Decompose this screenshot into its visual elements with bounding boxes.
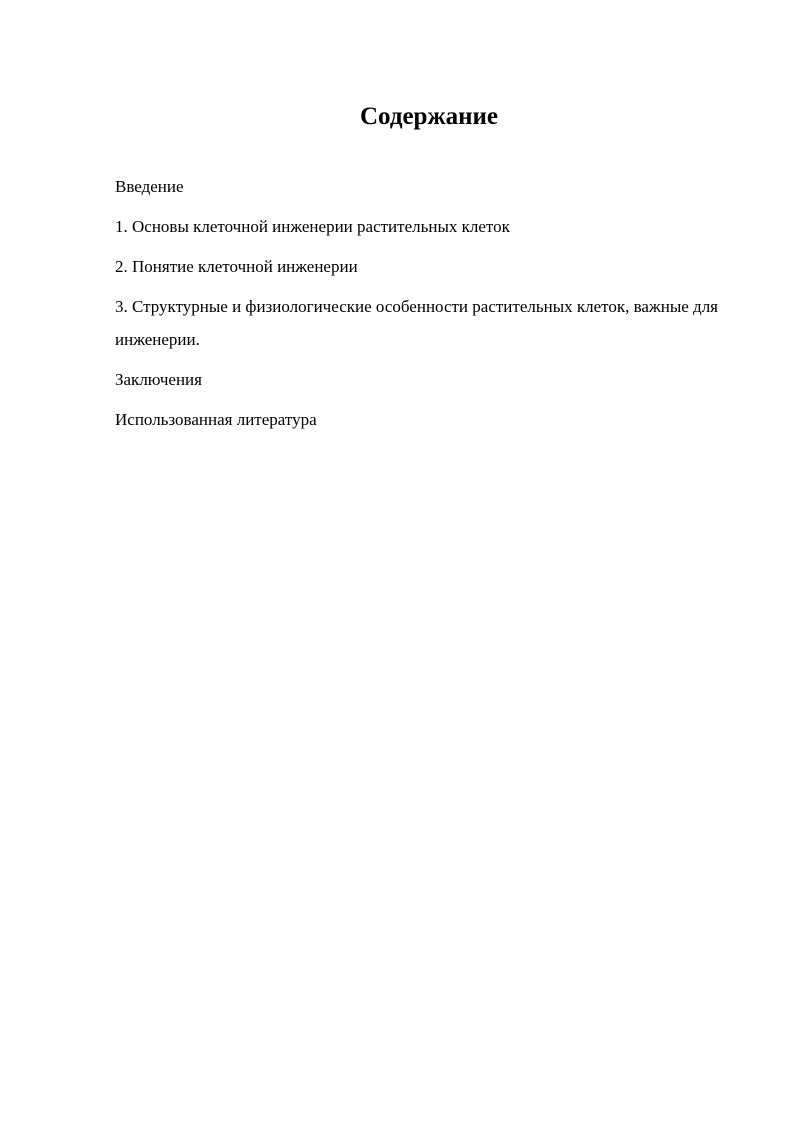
toc-item-section-3: 3. Структурные и физиологические особенности растительных клеток, важные для инженерии. bbox=[115, 297, 718, 349]
table-of-contents bbox=[115, 170, 755, 443]
toc-item-section-2: 2. Понятие клеточной инженерии bbox=[115, 257, 358, 276]
toc-item-section-1: 1. Основы клеточной инженерии растительных клеток bbox=[115, 217, 510, 236]
toc-item-references: Использованная литература bbox=[115, 410, 317, 429]
toc-item-conclusion: Заключения bbox=[115, 370, 202, 389]
toc-item-introduction: Введение bbox=[115, 177, 184, 196]
page-title: Содержание bbox=[359, 103, 498, 130]
